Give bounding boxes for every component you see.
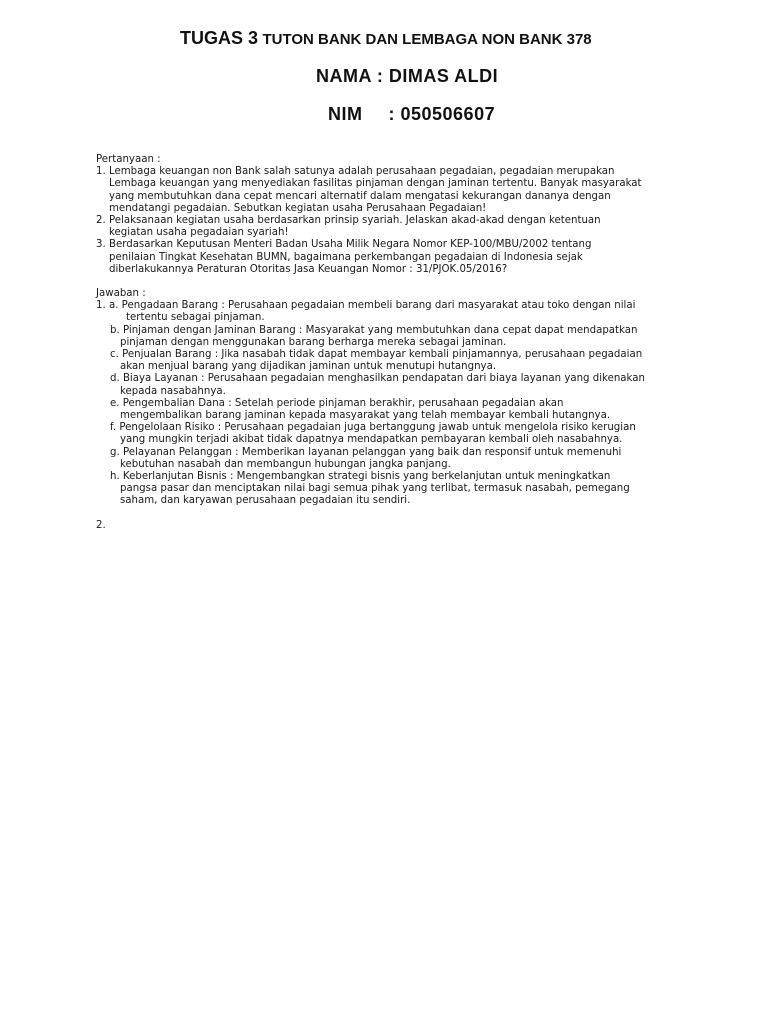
question-item bbox=[96, 166, 656, 215]
answer-item bbox=[96, 349, 656, 373]
student-name: NAMA : DIMAS ALDI bbox=[316, 66, 499, 86]
answer-line: kebutuhan nasabah dan membangun hubungan jangka panjang. bbox=[120, 458, 451, 470]
answer-item bbox=[96, 447, 656, 471]
spacer bbox=[96, 276, 656, 288]
answer-line: f. Pengelolaan Risiko : Perusahaan pegadaian juga bertanggung jawab untuk mengelola risiko kerugian bbox=[110, 422, 636, 434]
answer-line: c. Penjualan Barang : Jika nasabah tidak dapat membayar kembali pinjamannya, perusahaan pegadaian bbox=[110, 349, 643, 360]
answer-item bbox=[96, 300, 656, 324]
answer-line: 1. a. Pengadaan Barang : Perusahaan pegadaian membeli barang dari masyarakat atau toko dengan nilai bbox=[96, 300, 636, 312]
question-line: mendatangi pegadaian. Sebutkan kegiatan usaha Perusahaan Pegadaian! bbox=[109, 202, 487, 214]
title-rest: TUTON BANK DAN LEMBAGA NON BANK 378 bbox=[262, 31, 592, 48]
answer-item bbox=[96, 471, 656, 508]
answer-line: b. Pinjaman dengan Jaminan Barang : Masyarakat yang membutuhkan dana cepat dapat mendapatkan bbox=[110, 324, 638, 336]
answer-line: pangsa pasar dan menciptakan nilai bagi semua pihak yang terlibat, termasuk nasabah, pemegang bbox=[120, 483, 630, 495]
answer-line: h. Keberlanjutan Bisnis : Mengembangkan strategi bisnis yang berkelanjutan untuk meningkatkan bbox=[110, 470, 611, 482]
answer-line: kepada nasabahnya. bbox=[120, 385, 226, 397]
question-line: diberlakukannya Peraturan Otoritas Jasa Keuangan Nomor : 31/PJOK.05/2016? bbox=[109, 263, 508, 275]
answers-heading: Jawaban : bbox=[96, 288, 146, 300]
question-item bbox=[96, 215, 656, 239]
question-line: penilaian Tingkat Kesehatan BUMN, bagaimana perkembangan pegadaian di Indonesia sejak bbox=[109, 251, 583, 263]
answer-line: e. Pengembalian Dana : Setelah periode pinjaman berakhir, perusahaan pegadaian akan bbox=[110, 397, 564, 409]
question-line: yang membutuhkan dana cepat mencari alternatif dalam mengatasi kekurangan dananya dengan bbox=[109, 190, 611, 202]
nim-value: : 050506607 bbox=[388, 104, 496, 124]
question-item bbox=[96, 239, 656, 276]
answer-next-number: 2. bbox=[96, 519, 106, 531]
answer-line: g. Pelayanan Pelanggan : Memberikan layanan pelanggan yang baik dan responsif untuk memenuhi bbox=[110, 446, 622, 458]
question-line: Lembaga keuangan yang menyediakan fasilitas pinjaman dengan jaminan tertentu. Banyak masyarakat bbox=[109, 178, 642, 190]
spacer bbox=[96, 507, 656, 519]
question-line: 1. Lembaga keuangan non Bank salah satunya adalah perusahaan pegadaian, pegadaian merupakan bbox=[96, 166, 615, 178]
answer-line: mengembalikan barang jaminan kepada masyarakat yang telah membayar kembali hutangnya. bbox=[120, 409, 611, 421]
answer-line: tertentu sebagai pinjaman. bbox=[126, 312, 265, 324]
answer-line: akan menjual barang yang dijadikan jaminan untuk menutupi hutangnya. bbox=[120, 361, 497, 373]
answer-line: saham, dan karyawan perusahaan pegadaian itu sendiri. bbox=[120, 495, 411, 507]
question-line: 3. Berdasarkan Keputusan Menteri Badan Usaha Milik Negara Nomor KEP-100/MBU/2002 tentang bbox=[96, 239, 592, 251]
student-nim bbox=[328, 104, 495, 125]
title-big: TUGAS 3 bbox=[180, 28, 259, 48]
answer-item bbox=[96, 373, 656, 397]
answer-item bbox=[96, 325, 656, 349]
question-line: kegiatan usaha pegadaian syariah! bbox=[109, 227, 289, 239]
answer-line: yang mungkin terjadi akibat tidak dapatnya mendapatkan pembayaran kembali oleh nasabahnya. bbox=[120, 434, 623, 446]
answer-item bbox=[96, 398, 656, 422]
nim-label: NIM bbox=[328, 104, 363, 124]
question-line: 2. Pelaksanaan kegiatan usaha berdasarkan prinsip syariah. Jelaskan akad-akad dengan ketentuan bbox=[96, 214, 601, 226]
document-body bbox=[96, 154, 656, 532]
answer-line: pinjaman dengan menggunakan barang berharga mereka sebagai jaminan. bbox=[120, 336, 507, 348]
document-title bbox=[180, 28, 592, 49]
answer-line: d. Biaya Layanan : Perusahaan pegadaian menghasilkan pendapatan dari biaya layanan yang dikenakan bbox=[110, 373, 645, 385]
answer-item bbox=[96, 422, 656, 446]
questions-heading: Pertanyaan : bbox=[96, 154, 161, 165]
